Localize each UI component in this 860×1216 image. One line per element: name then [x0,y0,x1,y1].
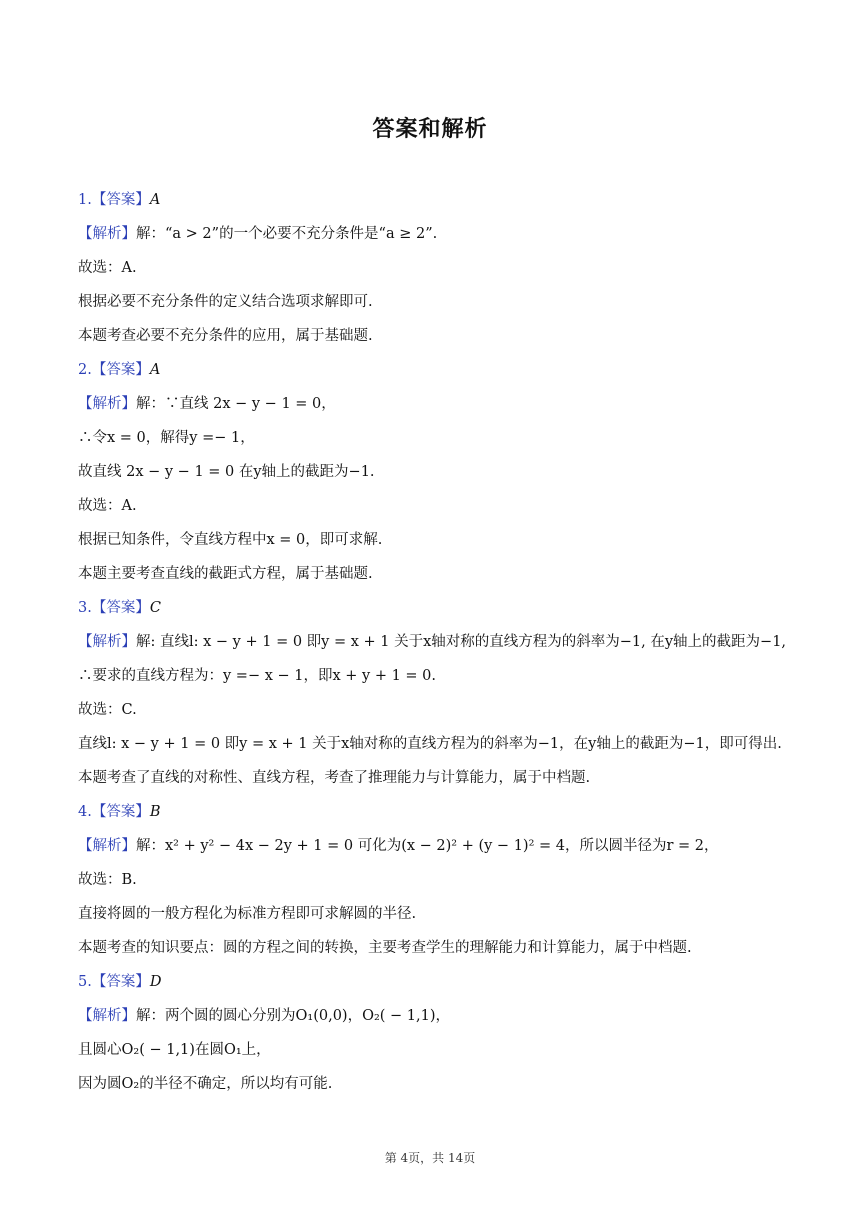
q2-step2-text: 故直线 2x − y − 1 = 0 在y轴上的截距为−1. [78,464,375,480]
q2-summary-line [78,564,798,584]
q3-summary-line [78,768,798,788]
q4-method-line [78,904,798,924]
q5-step2-line [78,1074,798,1094]
q3-analysis-line [78,632,798,652]
q2-step2-line [78,462,798,482]
q2-step1-line [78,428,798,448]
q1-answer-line [78,190,798,210]
q3-method-line [78,734,798,754]
q3-analysis-text: 解: 直线l: x − y + 1 = 0 即y = x + 1 关于x轴对称的直线方程为的斜率为−1, 在y轴上的截距为−1, [136,634,787,650]
q1-summary-text: 本题考查必要不充分条件的应用，属于基础题. [78,328,373,344]
q1-analysis-line [78,224,798,244]
q2-answer-text: A [149,362,161,378]
q3-choice-text: 故选：C. [78,702,137,718]
q2-step1-text: ∴令x = 0，解得y =− 1， [78,430,255,446]
q4-choice-line [78,870,798,890]
page-footer: 第 4页，共 14页 [384,1151,476,1165]
q5-answer-text: D [149,974,162,990]
q3-step1-text: ∴要求的直线方程为：y =− x − 1，即x + y + 1 = 0. [78,668,437,684]
q5-analysis-text: 解：两个圆的圆心分别为O₁(0,0)，O₂( − 1,1)， [136,1008,451,1024]
q5-step1-line [78,1040,798,1060]
q5-answer-line [78,972,798,992]
q4-analysis-label: 【解析】 [78,838,136,854]
q3-answer-text: C [149,600,161,616]
q4-analysis-text: 解：x² + y² − 4x − 2y + 1 = 0 可化为(x − 2)² + (y − 1)² = 4，所以圆半径为r = 2， [136,838,719,854]
q1-answer-text: A [149,192,161,208]
q3-method-text: 直线l: x − y + 1 = 0 即y = x + 1 关于x轴对称的直线方程为的斜率为−1，在y轴上的截距为−1，即可得出. [78,736,782,752]
q2-analysis-text: 解：∵直线 2x − y − 1 = 0， [136,396,336,412]
q4-analysis-line [78,836,798,856]
q4-answer-line [78,802,798,822]
q2-choice-text: 故选：A. [78,498,137,514]
q4-summary-line [78,938,798,958]
q4-answer-label: 4.【答案】 [78,804,150,820]
q1-method-line [78,292,798,312]
q5-analysis-line [78,1006,798,1026]
q1-analysis-label: 【解析】 [78,226,136,242]
q3-summary-text: 本题考查了直线的对称性、直线方程，考查了推理能力与计算能力，属于中档题. [78,770,591,786]
q2-summary-text: 本题主要考查直线的截距式方程，属于基础题. [78,566,373,582]
q1-answer-label: 1.【答案】 [78,192,150,208]
q4-summary-text: 本题考查的知识要点：圆的方程之间的转换，主要考查学生的理解能力和计算能力，属于中档题. [78,940,692,956]
q5-answer-label: 5.【答案】 [78,974,150,990]
q3-choice-line [78,700,798,720]
q4-method-text: 直接将圆的一般方程化为标准方程即可求解圆的半径. [78,906,417,922]
q4-choice-text: 故选：B. [78,872,137,888]
q5-analysis-label: 【解析】 [78,1008,136,1024]
q2-analysis-label: 【解析】 [78,396,136,412]
q2-analysis-line [78,394,798,414]
q3-answer-line [78,598,798,618]
q2-choice-line [78,496,798,516]
q2-answer-label: 2.【答案】 [78,362,150,378]
q4-answer-text: B [149,804,161,820]
q1-method-text: 根据必要不充分条件的定义结合选项求解即可. [78,294,373,310]
q3-answer-label: 3.【答案】 [78,600,150,616]
q5-step1-text: 且圆心O₂( − 1,1)在圆O₁上， [78,1042,271,1058]
q3-analysis-label: 【解析】 [78,634,136,650]
q1-analysis-text: 解：“a > 2”的一个必要不充分条件是“a ≥ 2”. [136,226,438,242]
q1-choice-line [78,258,798,278]
q2-method-text: 根据已知条件，令直线方程中x = 0，即可求解. [78,532,383,548]
q2-answer-line [78,360,798,380]
page-title: 答案和解析 [372,117,488,142]
q2-method-line [78,530,798,550]
q1-choice-text: 故选：A. [78,260,137,276]
q1-summary-line [78,326,798,346]
q5-step2-text: 因为圆O₂的半径不确定，所以均有可能. [78,1076,333,1092]
q3-step1-line [78,666,798,686]
